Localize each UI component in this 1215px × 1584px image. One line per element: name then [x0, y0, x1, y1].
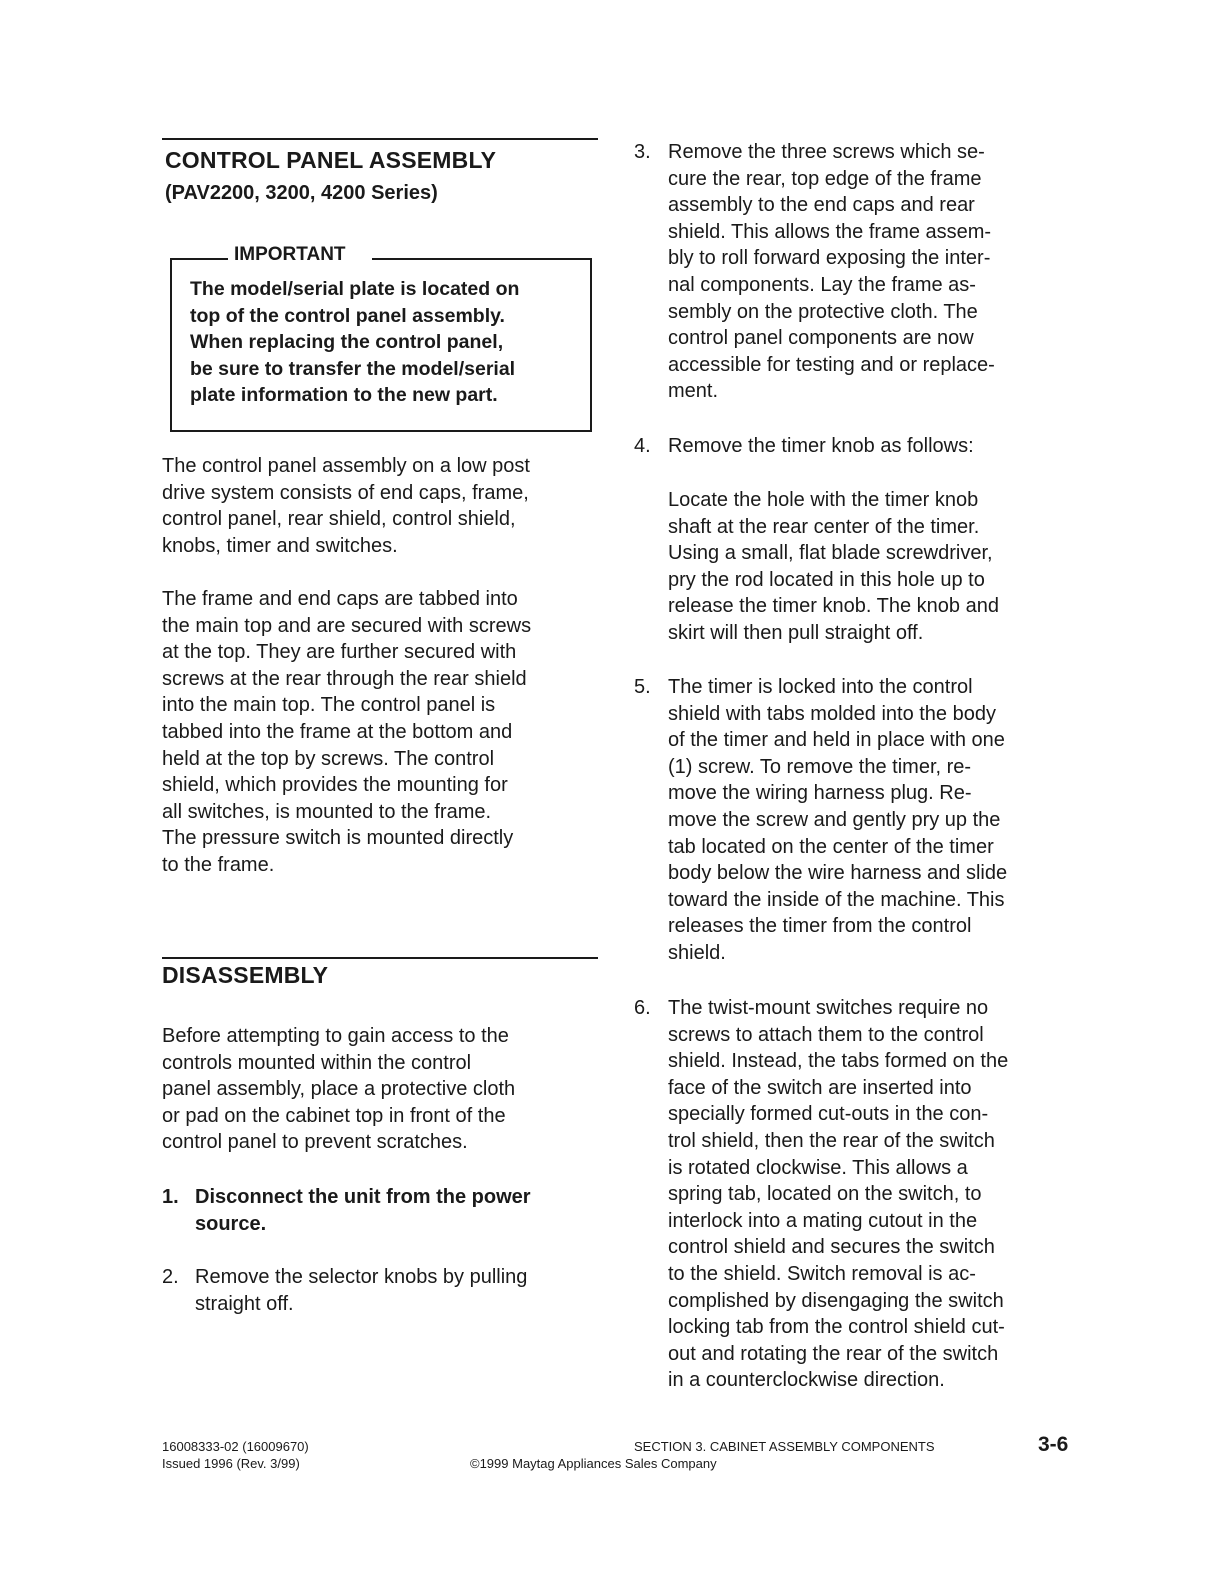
- text-line: all switches, is mounted to the frame.: [162, 800, 492, 823]
- text-line: controls mounted within the control: [162, 1051, 472, 1074]
- text-line: to the frame.: [162, 853, 275, 876]
- text-line: Locate the hole with the timer knob: [668, 489, 979, 511]
- text-line: drive system consists of end caps, frame,: [162, 481, 529, 504]
- text-line: ment.: [668, 380, 719, 403]
- title-rule: [162, 138, 598, 140]
- before-paragraph: [162, 1023, 602, 1156]
- text-line: held at the top by screws. The control: [162, 747, 495, 770]
- important-line: When replacing the control panel,: [190, 331, 504, 353]
- important-line: The model/serial plate is located on: [190, 278, 520, 300]
- text-line: pry the rod located in this hole up to: [668, 568, 985, 591]
- text-line: tabbed into the frame at the bottom and: [162, 720, 513, 743]
- text-line: the main top and are secured with screws: [162, 614, 532, 637]
- text-line: screws at the rear through the rear shield: [162, 667, 527, 690]
- text-line: control panel, rear shield, control shield,: [162, 508, 516, 531]
- step-text: [668, 433, 974, 460]
- important-line: be sure to transfer the model/serial: [190, 357, 516, 380]
- text-line: sembly on the protective cloth. The: [668, 300, 978, 323]
- text-line: or pad on the cabinet top in front of the: [162, 1104, 506, 1127]
- step-2: [162, 1264, 602, 1320]
- text-line: at the top. They are further secured with: [162, 641, 517, 664]
- text-line: The pressure switch is mounted directly: [162, 827, 514, 850]
- important-line: top of the control panel assembly.: [190, 304, 505, 327]
- text-line: assembly to the end caps and rear: [668, 194, 975, 217]
- text-line: source.: [195, 1212, 267, 1235]
- page-subtitle: (PAV2200, 3200, 4200 Series): [165, 182, 438, 204]
- step-number: 4.: [634, 435, 651, 457]
- text-line: shield.: [668, 941, 726, 964]
- important-label: IMPORTANT: [234, 244, 346, 265]
- step-text: [668, 995, 1008, 1394]
- text-line: straight off.: [195, 1292, 294, 1315]
- text-line: shield. This allows the frame assem-: [668, 220, 992, 243]
- text-line: specially formed cut-outs in the con-: [668, 1103, 989, 1126]
- footer-center: [470, 1438, 990, 1472]
- text-line: face of the switch are inserted into: [668, 1076, 972, 1099]
- step-6: [634, 995, 1074, 1405]
- text-line: move the wiring harness plug. Re-: [668, 782, 972, 805]
- text-line: cure the rear, top edge of the frame: [668, 167, 982, 190]
- text-line: interlock into a mating cutout in the: [668, 1209, 978, 1232]
- text-line: complished by disengaging the switch: [668, 1289, 1004, 1312]
- footer-copyright: ©1999 Maytag Appliances Sales Company: [470, 1456, 717, 1471]
- text-line: toward the inside of the machine. This: [668, 888, 1005, 911]
- text-line: Remove the three screws which se-: [668, 141, 985, 163]
- disassembly-rule: [162, 957, 598, 959]
- step-number: 3.: [634, 141, 651, 163]
- text-line: tab located on the center of the timer: [668, 835, 994, 858]
- text-line: locking tab from the control shield cut-: [668, 1316, 1005, 1339]
- important-line: plate information to the new part.: [190, 384, 498, 406]
- text-line: shield with tabs molded into the body: [668, 702, 996, 725]
- step-text: [668, 674, 1007, 967]
- text-line: knobs, timer and switches.: [162, 534, 398, 557]
- text-line: into the main top. The control panel is: [162, 694, 496, 717]
- text-line: shield, which provides the mounting for: [162, 774, 508, 797]
- text-line: bly to roll forward exposing the inter-: [668, 247, 991, 270]
- text-line: is rotated clockwise. This allows a: [668, 1156, 968, 1179]
- text-line: Before attempting to gain access to the: [162, 1025, 509, 1047]
- text-line: control panel to prevent scratches.: [162, 1131, 468, 1154]
- step-number: 5.: [634, 676, 651, 698]
- step-4: [634, 433, 1074, 463]
- text-line: body below the wire harness and slide: [668, 862, 1008, 885]
- footer-left: [162, 1438, 309, 1472]
- text-line: nal components. Lay the frame as-: [668, 273, 976, 296]
- step-text: [668, 139, 995, 405]
- text-line: of the timer and held in place with one: [668, 729, 1005, 752]
- text-line: The control panel assembly on a low post: [162, 455, 530, 477]
- step-text: [195, 1184, 531, 1237]
- text-line: release the timer knob. The knob and: [668, 595, 999, 618]
- page-title: CONTROL PANEL ASSEMBLY: [165, 147, 497, 173]
- text-line: control shield and secures the switch: [668, 1236, 995, 1259]
- footer-issued: Issued 1996 (Rev. 3/99): [162, 1456, 300, 1471]
- text-line: shield. Instead, the tabs formed on the: [668, 1050, 1009, 1073]
- text-line: The frame and end caps are tabbed into: [162, 588, 518, 610]
- text-line: skirt will then pull straight off.: [668, 621, 924, 644]
- text-line: Disconnect the unit from the power: [195, 1186, 531, 1208]
- text-line: (1) screw. To remove the timer, re-: [668, 755, 972, 778]
- text-line: panel assembly, place a protective cloth: [162, 1078, 516, 1101]
- frame-paragraph: [162, 586, 602, 879]
- important-text: [190, 276, 585, 409]
- text-line: accessible for testing and or replace-: [668, 353, 995, 376]
- disassembly-heading: DISASSEMBLY: [162, 962, 329, 988]
- text-line: out and rotating the rear of the switch: [668, 1342, 999, 1365]
- step-3: [634, 139, 1074, 409]
- step-number: 1.: [162, 1186, 179, 1208]
- step-number: 6.: [634, 997, 651, 1019]
- step-number: 2.: [162, 1266, 179, 1288]
- text-line: move the screw and gently pry up the: [668, 808, 1001, 831]
- text-line: in a counterclockwise direction.: [668, 1369, 945, 1392]
- text-line: shaft at the rear center of the timer.: [668, 515, 980, 538]
- text-line: trol shield, then the rear of the switch: [668, 1129, 995, 1152]
- text-line: screws to attach them to the control: [668, 1023, 984, 1046]
- text-line: spring tab, located on the switch, to: [668, 1183, 982, 1206]
- step-1: [162, 1184, 602, 1240]
- text-line: Remove the timer knob as follows:: [668, 435, 974, 457]
- footer-part-number: 16008333-02 (16009670): [162, 1439, 309, 1454]
- intro-paragraph: [162, 453, 602, 559]
- text-line: releases the timer from the control: [668, 915, 972, 938]
- text-line: Using a small, flat blade screwdriver,: [668, 542, 993, 565]
- text-line: to the shield. Switch removal is ac-: [668, 1262, 976, 1285]
- footer-section: SECTION 3. CABINET ASSEMBLY COMPONENTS: [634, 1439, 935, 1454]
- text-line: The twist-mount switches require no: [668, 997, 989, 1019]
- step-5: [634, 674, 1074, 974]
- text-line: control panel components are now: [668, 327, 974, 350]
- step-4-detail: [668, 487, 1078, 647]
- text-line: Remove the selector knobs by pulling: [195, 1266, 528, 1288]
- step-text: [195, 1264, 527, 1317]
- text-line: The timer is locked into the control: [668, 676, 973, 698]
- page-number: 3-6: [1038, 1433, 1069, 1456]
